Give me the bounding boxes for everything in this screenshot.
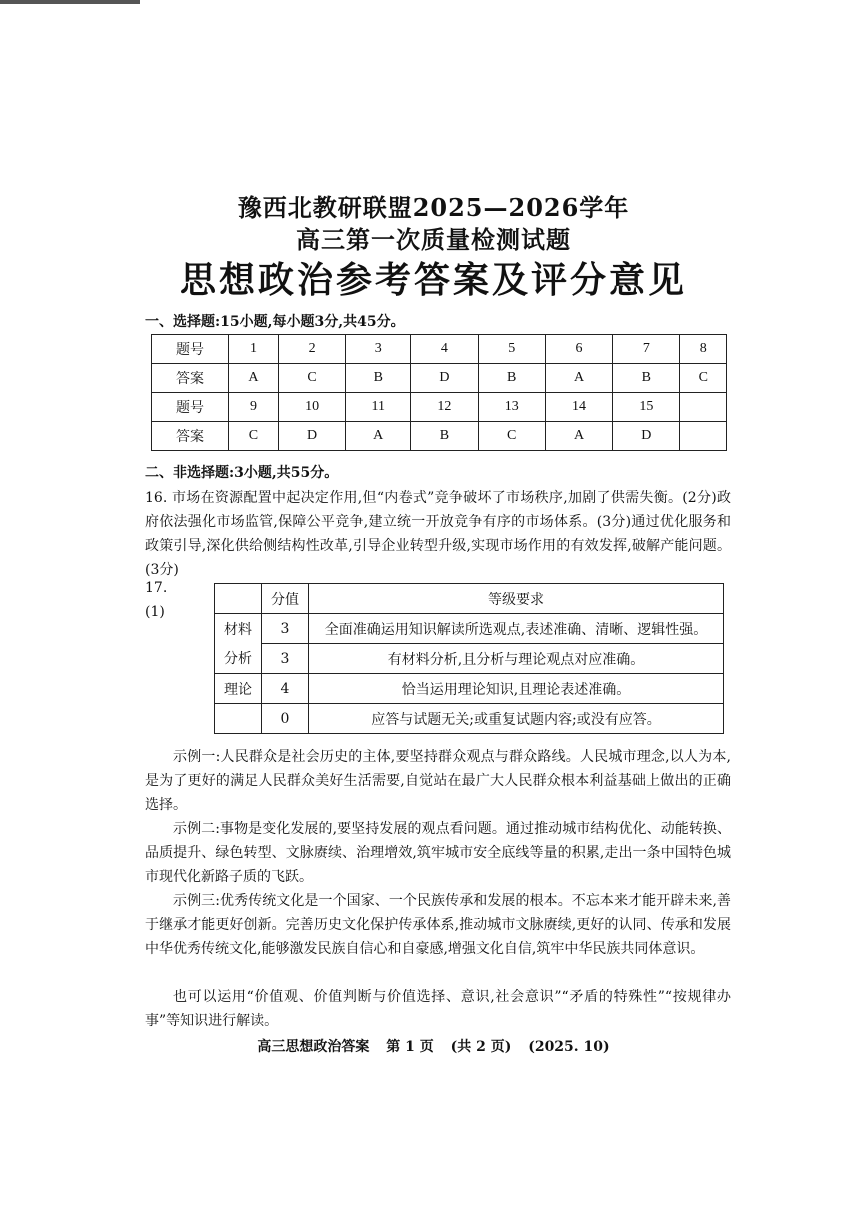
- table-row: [215, 674, 724, 704]
- table-cell: D: [411, 364, 478, 393]
- table-cell: C: [680, 364, 727, 393]
- multiple-choice-answer-table: [151, 334, 727, 451]
- row-label: 答案: [152, 422, 229, 451]
- table-cell: 1: [229, 335, 279, 364]
- rubric-category-blank: [215, 704, 262, 734]
- additional-note: 也可以运用“价值观、价值判断与价值选择、意识,社会意识”“矛盾的特殊性”“按规律办事”等知识进行解读。: [145, 989, 731, 1029]
- scan-edge-mark: [0, 0, 140, 4]
- table-cell: 11: [346, 393, 411, 422]
- table-row: [152, 393, 727, 422]
- rubric-category-blank: [215, 584, 262, 614]
- section1-heading: 一、选择题:15小题,每小题3分,共45分。: [145, 314, 405, 330]
- table-cell: 8: [680, 335, 727, 364]
- table-cell: 7: [613, 335, 680, 364]
- table-cell: 15: [613, 393, 680, 422]
- table-cell: 2: [278, 335, 345, 364]
- table-cell: 13: [478, 393, 545, 422]
- rubric-category-material-top: 材料: [215, 614, 262, 644]
- rubric-requirement: 应答与试题无关;或重复试题内容;或没有应答。: [309, 704, 724, 734]
- exam-title-line2: 高三第一次质量检测试题: [296, 225, 571, 254]
- rubric-requirement: 全面准确运用知识解读所选观点,表述准确、清晰、逻辑性强。: [309, 614, 724, 644]
- example-answer-1: 示例一:人民群众是社会历史的主体,要坚持群众观点与群众路线。人民城市理念,以人为本,是为了更好的满足人民群众美好生活需要,自觉站在最广大人民群众根本利益基础上做出的正确选择。: [145, 749, 731, 813]
- table-cell: B: [478, 364, 545, 393]
- footer-page-total: (共 2 页): [450, 1039, 512, 1055]
- table-cell: [680, 422, 727, 451]
- question16-answer: 16. 市场在资源配置中起决定作用,但“内卷式”竞争破坏了市场秩序,加剧了供需失衡。(2分)政府依法强化市场监管,保障公平竞争,建立统一开放竞争有序的市场体系。(3分)通过优化服务和政策引导,深化供给侧结构性改革,引导企业转型升级,实现市场作用的有效发挥,破解产能问题。(3分): [145, 490, 731, 578]
- row-label: 题号: [152, 393, 229, 422]
- table-cell: 9: [229, 393, 279, 422]
- table-cell: [680, 393, 727, 422]
- footer-date: (2025. 10): [528, 1039, 610, 1055]
- table-cell: B: [613, 364, 680, 393]
- row-label: 题号: [152, 335, 229, 364]
- rubric-score: 3: [262, 614, 309, 644]
- example-answer-2: 示例二:事物是变化发展的,要坚持发展的观点看问题。通过推动城市结构优化、动能转换、品质提升、绿色转型、文脉赓续、治理增效,筑牢城市安全底线等量的积累,走出一条中国特色城市现代化新路子质的飞跃。: [145, 821, 731, 885]
- footer-subject: 高三思想政治答案: [257, 1039, 370, 1055]
- rubric-category-material-bottom: 分析: [215, 644, 262, 674]
- table-cell: A: [545, 364, 612, 393]
- table-row: [215, 614, 724, 644]
- table-row: [152, 364, 727, 393]
- table-row: [215, 704, 724, 734]
- table-row: [215, 644, 724, 674]
- table-cell: 5: [478, 335, 545, 364]
- scoring-rubric-table: [214, 583, 724, 734]
- table-row: [152, 422, 727, 451]
- table-cell: A: [229, 364, 279, 393]
- rubric-score: 3: [262, 644, 309, 674]
- table-cell: B: [411, 422, 478, 451]
- table-cell: A: [545, 422, 612, 451]
- table-cell: C: [478, 422, 545, 451]
- footer-page-number: 第 1 页: [386, 1039, 434, 1055]
- table-row: [152, 335, 727, 364]
- rubric-header-requirement: 等级要求: [309, 584, 724, 614]
- table-cell: A: [346, 422, 411, 451]
- document-title: 思想政治参考答案及评分意见: [179, 259, 687, 301]
- table-cell: C: [278, 364, 345, 393]
- row-label: 答案: [152, 364, 229, 393]
- question17-number: 17.: [145, 580, 168, 596]
- question17-subpart: (1): [145, 604, 165, 620]
- rubric-category-theory: 理论: [215, 674, 262, 704]
- rubric-score: 4: [262, 674, 309, 704]
- rubric-requirement: 恰当运用理论知识,且理论表述准确。: [309, 674, 724, 704]
- exam-title-line1: 豫西北教研联盟2025—2026学年: [237, 193, 630, 222]
- table-cell: 6: [545, 335, 612, 364]
- table-cell: 10: [278, 393, 345, 422]
- page-footer: [0, 1036, 867, 1056]
- example-answer-3: 示例三:优秀传统文化是一个国家、一个民族传承和发展的根本。不忘本来才能开辟未来,善于继承才能更好创新。完善历史文化保护传承体系,推动城市文脉赓续,更好的认同、传承和发展中华优秀传统文化,能够激发民族自信心和自豪感,增强文化自信,筑牢中华民族共同体意识。: [145, 893, 731, 957]
- table-row: [215, 584, 724, 614]
- section2-heading: 二、非选择题:3小题,共55分。: [145, 465, 339, 481]
- table-cell: C: [229, 422, 279, 451]
- table-cell: 3: [346, 335, 411, 364]
- table-cell: 14: [545, 393, 612, 422]
- table-cell: D: [613, 422, 680, 451]
- rubric-score: 0: [262, 704, 309, 734]
- rubric-requirement: 有材料分析,且分析与理论观点对应准确。: [309, 644, 724, 674]
- rubric-header-score: 分值: [262, 584, 309, 614]
- table-cell: 12: [411, 393, 478, 422]
- table-cell: 4: [411, 335, 478, 364]
- table-cell: B: [346, 364, 411, 393]
- table-cell: D: [278, 422, 345, 451]
